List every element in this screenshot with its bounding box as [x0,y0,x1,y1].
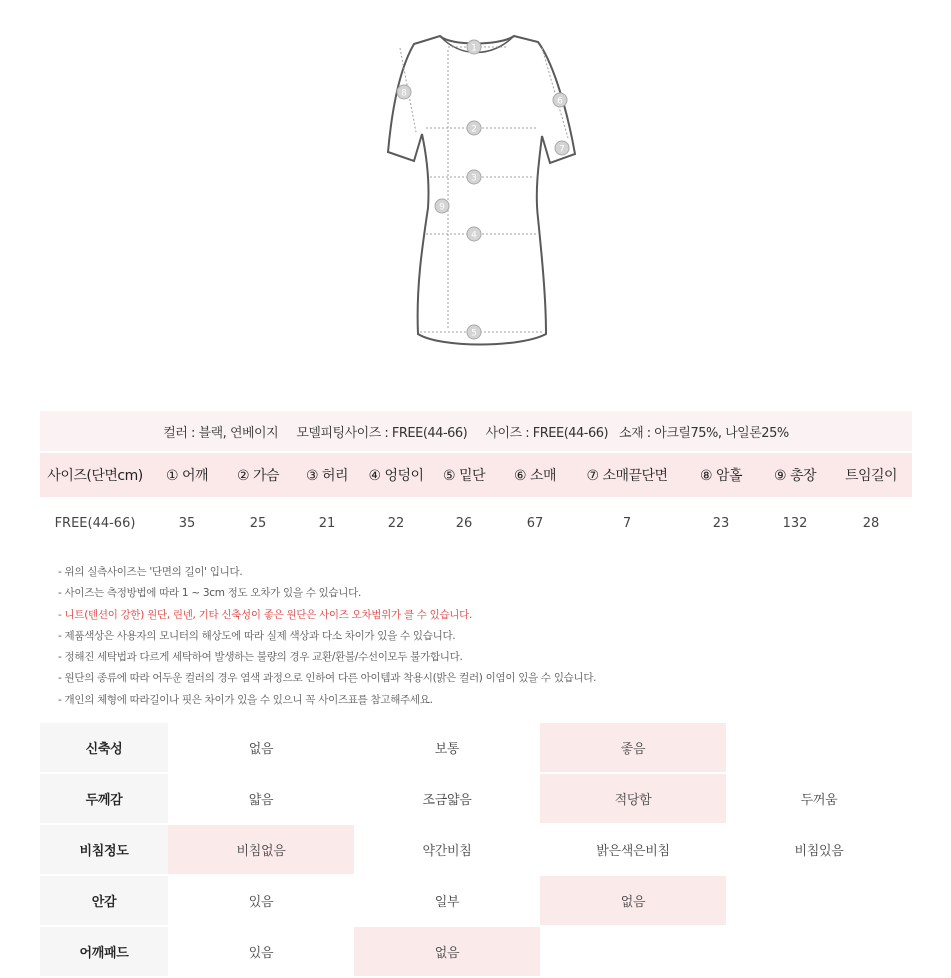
attribute-option: 없음 [248,742,274,757]
attribute-option: 조금얇음 [422,793,472,808]
attribute-option: 일부 [434,895,460,910]
note-item: - 정해진 세탁법과 다르게 세탁하여 발생하는 불량의 경우 교환/환불/수선이모두 불가합니다. [58,651,463,664]
dress-measurement-diagram [370,28,582,353]
row-size: FREE(44-66) [54,515,136,531]
header-length: ⑨ 총장 [773,468,817,484]
attribute-option-selected: 없음 [354,927,540,976]
color-info: 컬러 : 블랙, 연베이지 [163,425,279,441]
marker-number: 4 [471,230,477,241]
attribute-option [726,876,912,925]
size-info: 사이즈 : FREE(44-66) [485,425,609,441]
marker-number: 3 [471,173,477,184]
attribute-option: 보통 [434,742,460,757]
attribute-option [726,723,912,772]
row-hip: 22 [387,515,405,531]
attribute-option: 두꺼움 [800,793,838,808]
attribute-option: 있음 [248,946,274,961]
header-sleeve: ⑥ 소매 [513,468,557,484]
attribute-option-selected: 비침없음 [168,825,354,874]
attribute-option-selected: 적당함 [540,774,726,823]
marker-number: 8 [401,88,407,99]
attribute-option: 비침있음 [794,844,844,859]
attribute-label: 신축성 [40,723,168,772]
attribute-row-stretch [40,723,912,772]
header-armhole: ⑧ 암홀 [699,468,743,484]
attribute-option [726,927,912,976]
dress-outline [388,36,575,345]
row-length: 132 [782,515,808,531]
header-shoulder: ① 어깨 [165,468,209,484]
attribute-label: 두께감 [40,774,168,823]
attribute-option-selected: 없음 [540,876,726,925]
note-item: - 개인의 체형에 따라길이나 핏은 차이가 있을 수 있으니 꼭 사이즈표를 참고해주세요. [58,693,433,706]
attribute-label: 비침정도 [40,825,168,874]
note-item: - 위의 실측사이즈는 '단면의 길이' 입니다. [58,566,243,578]
attribute-option: 얇음 [248,793,274,808]
attribute-row-thickness [40,774,912,823]
note-item: - 사이즈는 측정방법에 따라 1 ~ 3cm 정도 오차가 있을 수 있습니다. [58,587,361,600]
header-slit: 트임길이 [844,468,898,484]
row-waist: 21 [318,515,336,531]
size-table-header [40,453,912,497]
table-row [40,500,912,546]
attribute-row-sheerness [40,825,912,874]
guide-lines [400,47,568,332]
attribute-option [540,927,726,976]
measurement-markers [397,40,569,339]
header-chest: ② 가슴 [236,468,280,484]
product-info-bar [40,411,912,451]
size-notes [58,562,596,711]
row-chest: 25 [249,515,267,531]
marker-number: 1 [471,43,477,54]
row-sleeve: 67 [526,515,544,531]
header-sleeve-end: ⑦ 소매끝단면 [586,468,668,484]
marker-number: 9 [439,202,445,213]
row-shoulder: 35 [178,515,196,531]
row-slit: 28 [862,515,880,531]
marker-number: 7 [559,144,565,155]
marker-number: 2 [471,124,477,135]
attribute-row-lining [40,876,912,925]
row-hem: 26 [455,515,473,531]
header-size: 사이즈(단면cm) [47,468,143,484]
attribute-row-shoulder-pad [40,927,912,976]
marker-number: 6 [557,96,563,107]
attribute-label: 안감 [40,876,168,925]
attribute-option: 약간비침 [422,844,472,859]
note-item-warning: - 니트(텐션이 강한) 원단, 린넨, 기타 신축성이 좋은 원단은 사이즈 오차범위가 클 수 있습니다. [58,608,473,621]
header-hip: ④ 엉덩이 [368,468,424,484]
attribute-option-selected: 좋음 [540,723,726,772]
fabric-attribute-grid [40,723,912,978]
model-size-info: 모델피팅사이즈 : FREE(44-66) [296,425,468,441]
material-info: 소재 : 아크릴75%, 나일론25% [619,425,789,441]
header-waist: ③ 허리 [305,468,349,484]
note-item: - 원단의 종류에 따라 어두운 컬러의 경우 염색 과정으로 인하여 다른 아이템과 착용시(밝은 컬러) 이염이 있을 수 있습니다. [58,672,597,685]
row-armhole: 23 [712,515,730,531]
marker-number: 5 [471,328,477,339]
attribute-option: 있음 [248,895,274,910]
note-item: - 제품색상은 사용자의 모니터의 해상도에 따라 실제 색상과 다소 차이가 있을 수 있습니다. [58,629,456,642]
attribute-label: 어깨패드 [40,927,168,976]
attribute-option: 밝은색은비침 [596,844,670,859]
header-hem: ⑤ 밑단 [442,468,486,484]
row-sleeve-end: 7 [622,515,632,531]
